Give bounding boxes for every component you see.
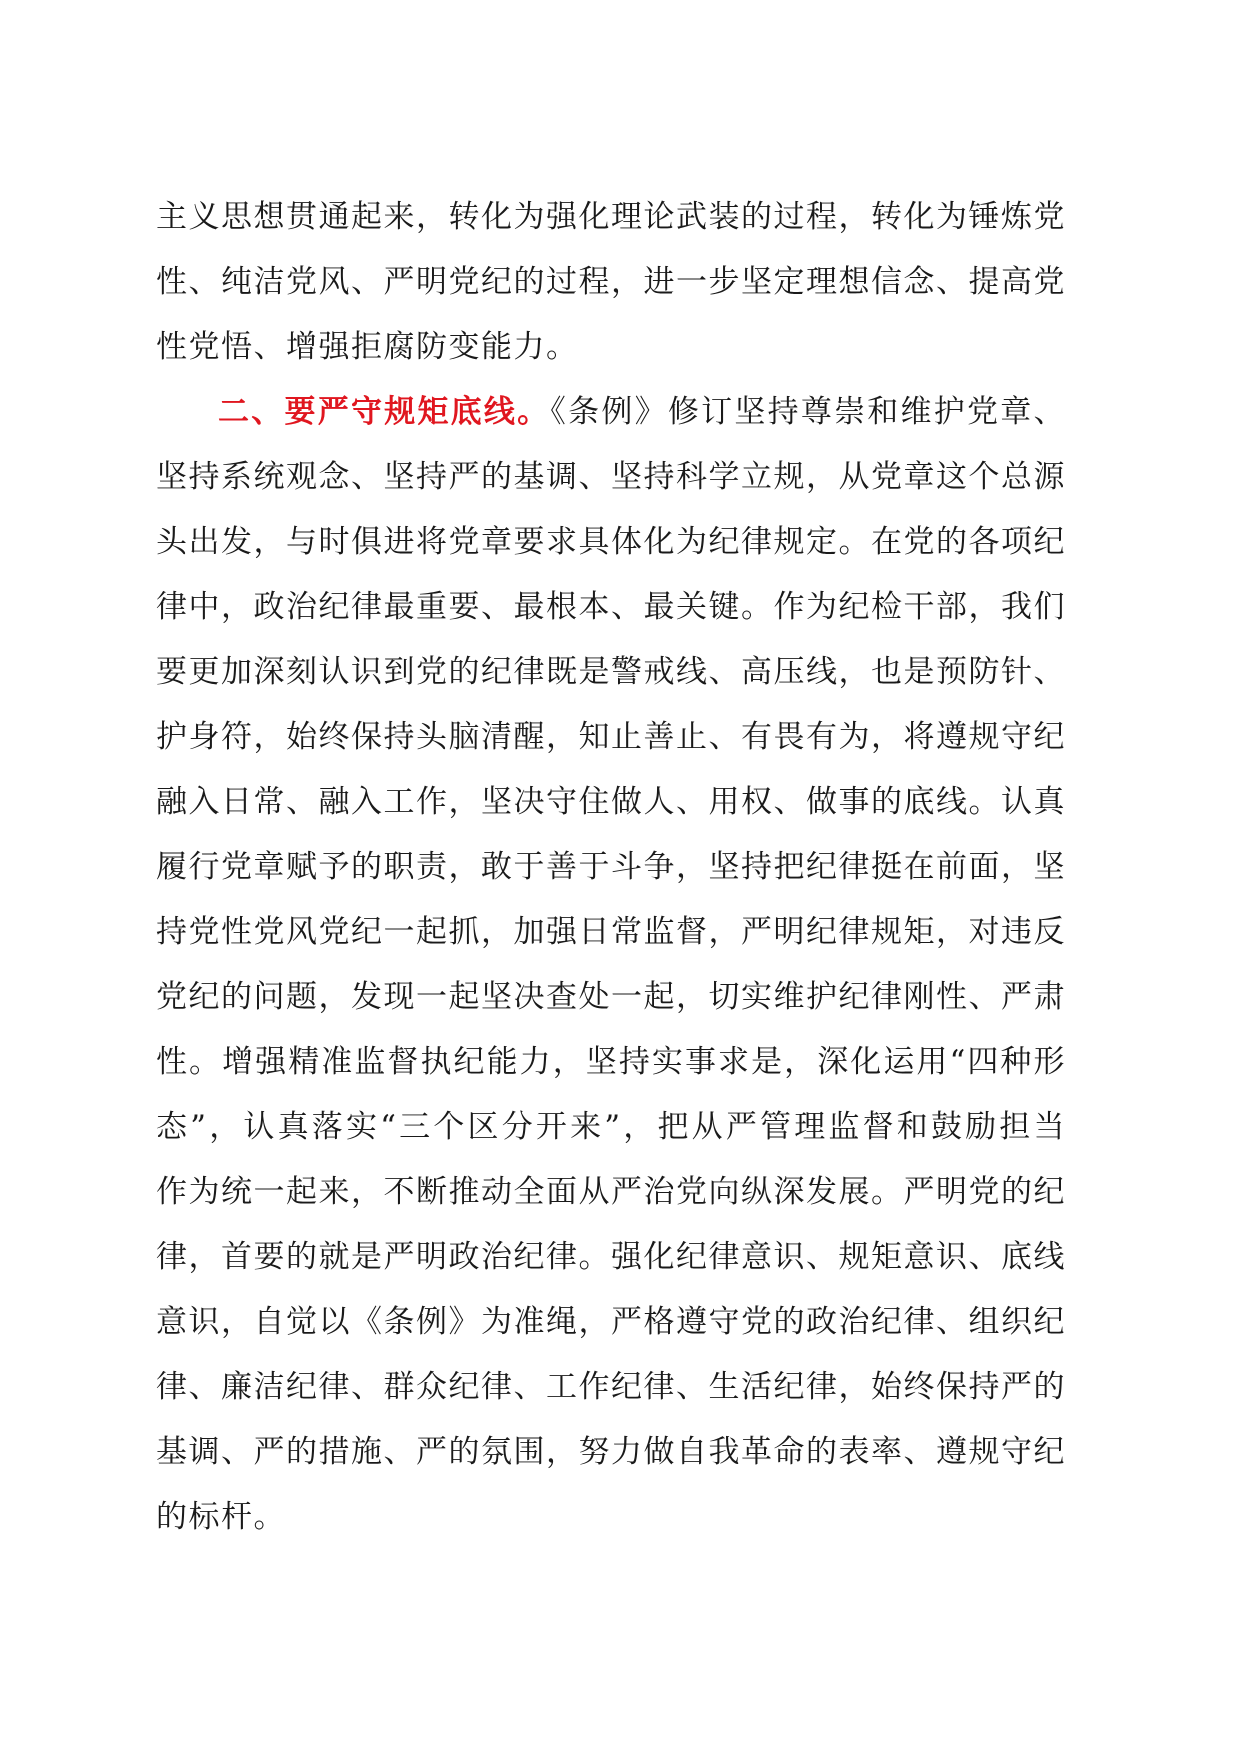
section-heading: 二、要严守规矩底线。: [218, 394, 551, 430]
paragraph-2-line-10: 党纪的问题，发现一起坚决查处一起，切实维护纪律刚性、严肃: [156, 979, 1066, 1015]
paragraph-2-line-1: [156, 380, 1066, 445]
paragraph-2-line-17: 基调、严的措施、严的氛围，努力做自我革命的表率、遵规守纪: [156, 1434, 1066, 1470]
paragraph-1-line-3: 性党悟、增强拒腐防变能力。: [156, 329, 579, 365]
paragraph-2-line-3: 头出发，与时俱进将党章要求具体化为纪律规定。在党的各项纪: [156, 524, 1066, 560]
paragraph-2-line-11: 性。增强精准监督执纪能力，坚持实事求是，深化运用“四种形: [156, 1044, 1066, 1080]
paragraph-2-line-16: 律、廉洁纪律、群众纪律、工作纪律、生活纪律，始终保持严的: [156, 1369, 1066, 1405]
paragraph-2-line-7: 融入日常、融入工作，坚决守住做人、用权、做事的底线。认真: [156, 784, 1066, 820]
paragraph-2-line-8: 履行党章赋予的职责，敢于善于斗争，坚持把纪律挺在前面，坚: [156, 849, 1066, 885]
paragraph-2-line-13: 作为统一起来，不断推动全面从严治党向纵深发展。严明党的纪: [156, 1174, 1066, 1210]
paragraph-2-line-9: 持党性党风党纪一起抓，加强日常监督，严明纪律规矩，对违反: [156, 914, 1066, 950]
paragraph-2-line-14: 律，首要的就是严明政治纪律。强化纪律意识、规矩意识、底线: [156, 1239, 1066, 1275]
paragraph-2-line-15: 意识，自觉以《条例》为准绳，严格遵守党的政治纪律、组织纪: [156, 1304, 1066, 1340]
paragraph-2-line-1-text: 《条例》修订坚持尊崇和维护党章、: [550, 394, 1067, 430]
paragraph-1-line-2: 性、纯洁党风、严明党纪的过程，进一步坚定理想信念、提高党: [156, 264, 1066, 300]
document-body: [156, 185, 1066, 1550]
paragraph-1: [156, 185, 1066, 380]
paragraph-2-line-12: 态”，认真落实“三个区分开来”，把从严管理监督和鼓励担当: [156, 1109, 1066, 1145]
paragraph-2-line-6: 护身符，始终保持头脑清醒，知止善止、有畏有为，将遵规守纪: [156, 719, 1066, 755]
paragraph-1-line-1: 主义思想贯通起来，转化为强化理论武装的过程，转化为锤炼党: [156, 199, 1066, 235]
paragraph-2-line-2: 坚持系统观念、坚持严的基调、坚持科学立规，从党章这个总源: [156, 459, 1066, 495]
paragraph-2-line-4: 律中，政治纪律最重要、最根本、最关键。作为纪检干部，我们: [156, 589, 1066, 625]
paragraph-2: [156, 380, 1066, 1550]
paragraph-2-line-18: 的标杆。: [156, 1499, 286, 1535]
paragraph-2-line-5: 要更加深刻认识到党的纪律既是警戒线、高压线，也是预防针、: [156, 654, 1066, 690]
